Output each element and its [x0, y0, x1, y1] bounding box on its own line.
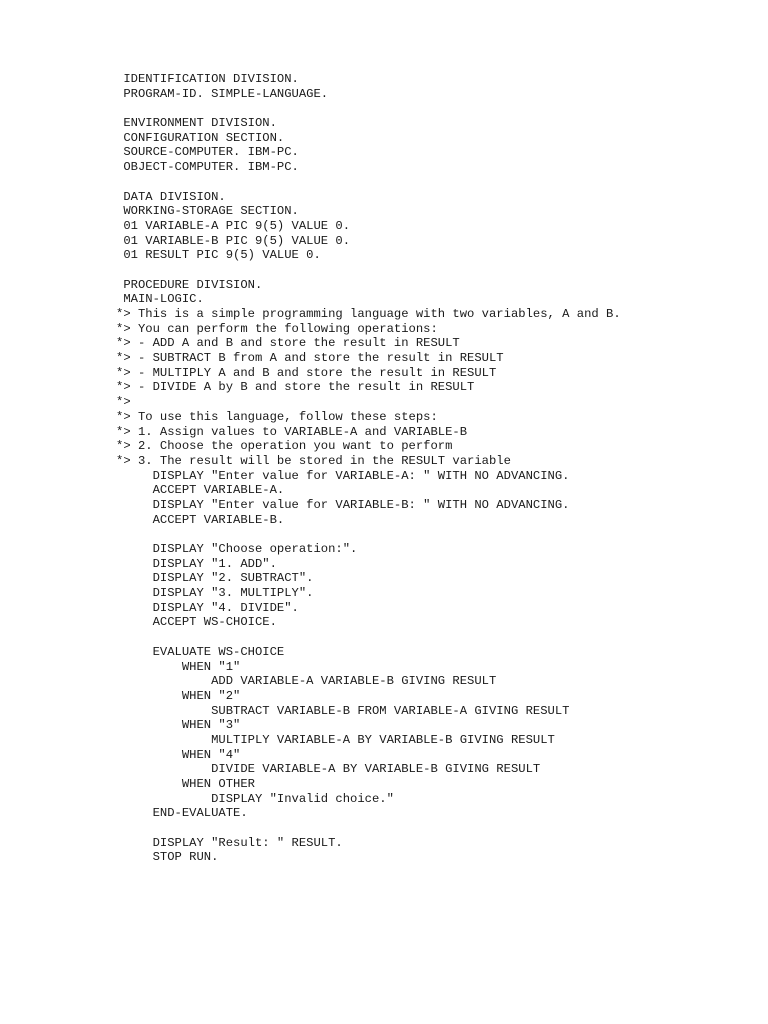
code-line: DISPLAY "Result: " RESULT.	[116, 835, 343, 850]
code-line: *> This is a simple programming language with two variables, A and B.	[116, 307, 621, 321]
code-line: *> - DIVIDE A by B and store the result in RESULT	[116, 380, 475, 395]
code-line: DISPLAY "Enter value for VARIABLE-A: " WITH NO ADVANCING.	[116, 468, 570, 483]
code-line	[116, 821, 756, 836]
code-line	[116, 101, 756, 116]
code-line: DIVIDE VARIABLE-A BY VARIABLE-B GIVING RESULT	[116, 762, 541, 777]
code-line: DISPLAY "1. ADD".	[116, 556, 277, 571]
code-line: DISPLAY "Choose operation:".	[116, 542, 358, 556]
code-line: EVALUATE WS-CHOICE	[116, 644, 285, 659]
code-line	[116, 263, 756, 278]
code-line: MAIN-LOGIC.	[116, 292, 204, 307]
code-line: *> 3. The result will be stored in the RESULT variable	[116, 453, 511, 468]
code-line: *>	[116, 395, 131, 410]
code-line: PROCEDURE DIVISION.	[116, 277, 263, 292]
code-listing	[116, 72, 756, 865]
code-line: WHEN "3"	[116, 718, 241, 733]
code-line: 01 RESULT PIC 9(5) VALUE 0.	[116, 248, 321, 263]
code-line: 01 VARIABLE-B PIC 9(5) VALUE 0.	[116, 233, 351, 248]
code-line: WHEN OTHER	[116, 777, 255, 791]
code-line	[116, 630, 756, 645]
code-line: PROGRAM-ID. SIMPLE-LANGUAGE.	[116, 86, 329, 101]
code-line: SOURCE-COMPUTER. IBM-PC.	[116, 145, 299, 160]
code-line: ADD VARIABLE-A VARIABLE-B GIVING RESULT	[116, 674, 497, 689]
code-line: ENVIRONMENT DIVISION.	[116, 116, 277, 131]
code-line: *> You can perform the following operations:	[116, 321, 438, 336]
code-line: *> 1. Assign values to VARIABLE-A and VARIABLE-B	[116, 424, 468, 439]
code-line: *> - ADD A and B and store the result in RESULT	[116, 336, 460, 351]
code-line: WORKING-STORAGE SECTION.	[116, 204, 299, 219]
code-line: DISPLAY "4. DIVIDE".	[116, 600, 299, 615]
code-line: ACCEPT WS-CHOICE.	[116, 615, 277, 630]
code-line: *> 2. Choose the operation you want to perform	[116, 439, 453, 454]
code-line: *> - SUBTRACT B from A and store the result in RESULT	[116, 351, 504, 366]
code-line: CONFIGURATION SECTION.	[116, 130, 285, 145]
code-line: IDENTIFICATION DIVISION.	[116, 72, 299, 86]
code-line: ACCEPT VARIABLE-B.	[116, 512, 285, 527]
code-line: 01 VARIABLE-A PIC 9(5) VALUE 0.	[116, 218, 351, 233]
code-line: *> - MULTIPLY A and B and store the result in RESULT	[116, 365, 497, 380]
code-line: DISPLAY "Invalid choice."	[116, 791, 394, 806]
code-line: OBJECT-COMPUTER. IBM-PC.	[116, 160, 299, 175]
code-line: ACCEPT VARIABLE-A.	[116, 483, 285, 498]
code-line: DISPLAY "3. MULTIPLY".	[116, 586, 314, 601]
code-line: END-EVALUATE.	[116, 806, 248, 821]
code-line	[116, 175, 756, 190]
code-line: SUBTRACT VARIABLE-B FROM VARIABLE-A GIVING RESULT	[116, 703, 570, 718]
code-line: *> To use this language, follow these steps:	[116, 409, 438, 424]
code-line: DISPLAY "Enter value for VARIABLE-B: " WITH NO ADVANCING.	[116, 497, 570, 512]
code-line: STOP RUN.	[116, 850, 219, 865]
code-line: MULTIPLY VARIABLE-A BY VARIABLE-B GIVING RESULT	[116, 732, 555, 747]
code-line: WHEN "4"	[116, 747, 241, 762]
code-line: DATA DIVISION.	[116, 189, 226, 204]
code-line: DISPLAY "2. SUBTRACT".	[116, 571, 314, 586]
code-line	[116, 527, 756, 542]
code-line: WHEN "1"	[116, 659, 241, 674]
code-line: WHEN "2"	[116, 688, 241, 703]
